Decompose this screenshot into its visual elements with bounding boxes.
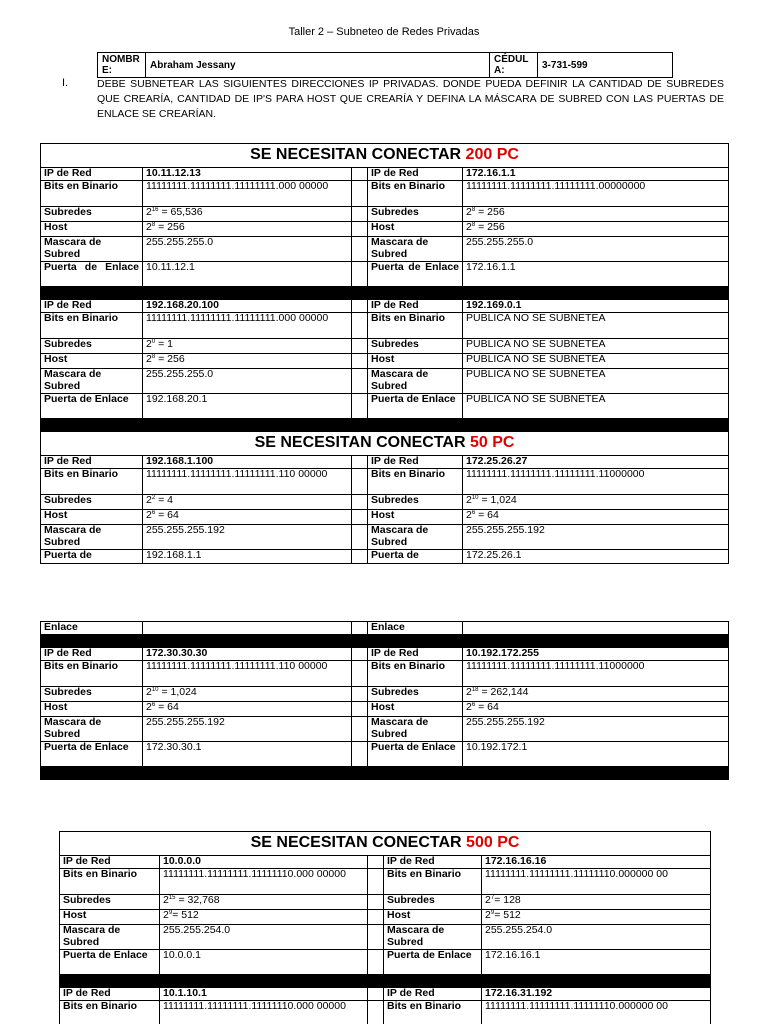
gateway-value: 172.30.30.1 xyxy=(143,742,352,767)
heading-count: 500 PC xyxy=(466,834,520,851)
subnets-label: Subredes xyxy=(368,207,463,222)
host-value: $2^6 = 64$ xyxy=(463,702,729,717)
host-value: $2^6 = 64$ xyxy=(143,702,352,717)
bits-value: 11111111.11111111.11111111.00000000 xyxy=(463,181,729,207)
host-label: Host xyxy=(368,510,463,525)
bits-value: 11111111.11111111.11111110.000 00000 xyxy=(160,869,368,895)
bits-label: Bits en Binario xyxy=(368,661,463,687)
ip-label: IP de Red xyxy=(60,988,160,1001)
gateway-value: 10.11.12.1 xyxy=(143,262,352,287)
bits-value: 11111111.11111111.11111111.110 00000 xyxy=(143,661,352,687)
subnets-value: PUBLICA NO SE SUBNETEA xyxy=(463,339,729,354)
ip-value: 172.16.1.1 xyxy=(463,168,729,181)
subnets-value: $2^{10} = 1,024$ xyxy=(143,687,352,702)
host-label: Host xyxy=(41,702,143,717)
subnets-label: Subredes xyxy=(41,687,143,702)
bits-value: 11111111.11111111.11111111.11000000 xyxy=(463,661,729,687)
subnets-value: $2^2 = 4$ xyxy=(143,495,352,510)
ip-value: 172.30.30.30 xyxy=(143,648,352,661)
bits-label: Bits en Binario xyxy=(60,1001,160,1024)
bits-value: 11111111.11111111.11111111.110 00000 xyxy=(143,469,352,495)
mask-value: 255.255.255.192 xyxy=(143,717,352,742)
mask-label: Mascara de Subred xyxy=(368,369,463,394)
gateway-value: 10.192.172.1 xyxy=(463,742,729,767)
subnets-value: $2^8 = 256$ xyxy=(463,207,729,222)
separator-bar xyxy=(41,419,729,432)
host-value: $2^9= 512$ xyxy=(482,910,711,925)
gateway-label: Puerta de Enlace xyxy=(384,950,482,975)
ip-label: IP de Red xyxy=(368,300,463,313)
ip-value: 172.25.26.27 xyxy=(463,456,729,469)
bits-label: Bits en Binario xyxy=(41,313,143,339)
separator-bar xyxy=(60,975,711,988)
gateway-label: Puerta de Enlace xyxy=(41,394,143,419)
id-label: CÉDUL A: xyxy=(490,53,538,78)
gateway-value: 172.16.16.1 xyxy=(482,950,711,975)
mask-label: Mascara de Subred xyxy=(41,525,143,550)
gateway-label: Puerta de Enlace xyxy=(368,394,463,419)
mask-value: 255.255.255.192 xyxy=(463,717,729,742)
bits-label: Bits en Binario xyxy=(368,469,463,495)
subnets-label: Subredes xyxy=(41,495,143,510)
host-value: $2^8 = 256$ xyxy=(463,222,729,237)
ip-value: 10.1.10.1 xyxy=(160,988,368,1001)
gateway-label-continued: Enlace xyxy=(368,622,463,635)
mask-value: 255.255.254.0 xyxy=(160,925,368,950)
ip-label: IP de Red xyxy=(41,168,143,181)
bits-value: 11111111.11111111.11111110.000000 00 xyxy=(482,869,711,895)
ip-label: IP de Red xyxy=(384,988,482,1001)
instruction-number: I. xyxy=(62,77,69,89)
mask-value: 255.255.255.192 xyxy=(463,525,729,550)
bits-value: 11111111.11111111.11111111.000 00000 xyxy=(143,313,352,339)
mask-value: 255.255.255.0 xyxy=(143,237,352,262)
subnets-value: $2^{15} = 32,768$ xyxy=(160,895,368,910)
bits-value: 11111111.11111111.11111110.000 00000 xyxy=(160,1001,368,1024)
ip-value: 172.16.31.192 xyxy=(482,988,711,1001)
mask-value: 255.255.255.192 xyxy=(143,525,352,550)
heading-prefix: SE NECESITAN CONECTAR xyxy=(254,434,466,451)
section-500-table xyxy=(59,831,711,1024)
heading-500 xyxy=(60,832,711,856)
bits-label: Bits en Binario xyxy=(384,1001,482,1024)
section-200-table xyxy=(40,143,729,564)
subnets-value: $2^0 = 1$ xyxy=(143,339,352,354)
bits-label: Bits en Binario xyxy=(368,181,463,207)
host-label: Host xyxy=(384,910,482,925)
subnets-label: Subredes xyxy=(60,895,160,910)
heading-count: 50 PC xyxy=(470,434,515,451)
mask-label: Mascara de Subred xyxy=(60,925,160,950)
gateway-label: Puerta de Enlace xyxy=(41,262,143,287)
heading-prefix: SE NECESITAN CONECTAR xyxy=(250,146,462,163)
bits-label: Bits en Binario xyxy=(384,869,482,895)
student-name: Abraham Jessany xyxy=(146,53,490,78)
gateway-value: 192.168.20.1 xyxy=(143,394,352,419)
heading-200 xyxy=(41,144,729,168)
gateway-label: Puerta de Enlace xyxy=(368,262,463,287)
bits-value: PUBLICA NO SE SUBNETEA xyxy=(463,313,729,339)
subnets-label: Subredes xyxy=(368,339,463,354)
separator-bar xyxy=(41,635,729,648)
subnets-label: Subredes xyxy=(41,339,143,354)
subnets-label: Subredes xyxy=(368,495,463,510)
bits-label: Bits en Binario xyxy=(368,313,463,339)
subnets-value: $2^{10} = 1,024$ xyxy=(463,495,729,510)
subnets-label: Subredes xyxy=(384,895,482,910)
gateway-value: 192.168.1.1 xyxy=(143,550,352,564)
host-value: $2^6 = 64$ xyxy=(143,510,352,525)
ip-value: 10.192.172.255 xyxy=(463,648,729,661)
heading-count: 200 PC xyxy=(465,146,519,163)
separator-bar xyxy=(41,767,729,780)
ip-value: 192.168.1.100 xyxy=(143,456,352,469)
mask-label: Mascara de Subred xyxy=(368,237,463,262)
mask-label: Mascara de Subred xyxy=(41,369,143,394)
gateway-label: Puerta de Enlace xyxy=(368,742,463,767)
mask-value: 255.255.255.0 xyxy=(463,237,729,262)
ip-value: 10.11.12.13 xyxy=(143,168,352,181)
ip-value: 192.168.20.100 xyxy=(143,300,352,313)
ip-label: IP de Red xyxy=(384,856,482,869)
subnets-label: Subredes xyxy=(368,687,463,702)
host-label: Host xyxy=(41,354,143,369)
mask-label: Mascara de Subred xyxy=(368,525,463,550)
bits-label: Bits en Binario xyxy=(41,181,143,207)
ip-value: 10.0.0.0 xyxy=(160,856,368,869)
mask-value: PUBLICA NO SE SUBNETEA xyxy=(463,369,729,394)
ip-value: 172.16.16.16 xyxy=(482,856,711,869)
bits-label: Bits en Binario xyxy=(41,469,143,495)
bits-value: 11111111.11111111.11111111.11000000 xyxy=(463,469,729,495)
instruction-text: DEBE SUBNETEAR LAS SIGUIENTES DIRECCIONES IP PRIVADAS. DONDE PUEDA DEFINIR LA CANTIDAD DE SUBREDES QUE CREARÍA, CANTIDAD DE IP'S PARA HOST QUE CREARÍA Y DEFINA LA MÁSCARA DE SUBRED CON LAS PUERTAS DE ENLACE SE CREARÍAN. xyxy=(97,78,724,120)
subnets-value: $2^7= 128$ xyxy=(482,895,711,910)
mask-value: 255.255.254.0 xyxy=(482,925,711,950)
mask-label: Mascara de Subred xyxy=(368,717,463,742)
host-label: Host xyxy=(41,222,143,237)
gateway-label: Puerta de Enlace xyxy=(60,950,160,975)
ip-label: IP de Red xyxy=(41,456,143,469)
mask-value: 255.255.255.0 xyxy=(143,369,352,394)
name-label: NOMBR E: xyxy=(98,53,146,78)
host-label: Host xyxy=(60,910,160,925)
document-title: Taller 2 – Subneteo de Redes Privadas xyxy=(288,26,480,38)
bits-value: 11111111.11111111.11111111.000 00000 xyxy=(143,181,352,207)
subnets-value: $2^{16} = 65,536$ xyxy=(143,207,352,222)
ip-value: 192.169.0.1 xyxy=(463,300,729,313)
subnets-label: Subredes xyxy=(41,207,143,222)
ip-label: IP de Red xyxy=(368,648,463,661)
gateway-value: 10.0.0.1 xyxy=(160,950,368,975)
mask-label: Mascara de Subred xyxy=(384,925,482,950)
ip-label: IP de Red xyxy=(41,300,143,313)
ip-label: IP de Red xyxy=(60,856,160,869)
host-label: Host xyxy=(368,222,463,237)
gateway-label: Puerta de xyxy=(41,550,143,564)
host-label: Host xyxy=(368,702,463,717)
host-value: $2^6 = 64$ xyxy=(463,510,729,525)
mask-label: Mascara de Subred xyxy=(41,717,143,742)
host-value: $2^9= 512$ xyxy=(160,910,368,925)
gateway-value: 172.25.26.1 xyxy=(463,550,729,564)
gateway-label-continued: Enlace xyxy=(41,622,143,635)
gateway-value: PUBLICA NO SE SUBNETEA xyxy=(463,394,729,419)
student-info-table xyxy=(97,52,673,78)
mask-label: Mascara de Subred xyxy=(41,237,143,262)
host-label: Host xyxy=(41,510,143,525)
bits-label: Bits en Binario xyxy=(60,869,160,895)
host-label: Host xyxy=(368,354,463,369)
bits-value: 11111111.11111111.11111110.000000 00 xyxy=(482,1001,711,1024)
ip-label: IP de Red xyxy=(368,168,463,181)
subnets-value: $2^{18} = 262,144$ xyxy=(463,687,729,702)
bits-label: Bits en Binario xyxy=(41,661,143,687)
ip-label: IP de Red xyxy=(41,648,143,661)
gateway-value: 172.16.1.1 xyxy=(463,262,729,287)
host-value: PUBLICA NO SE SUBNETEA xyxy=(463,354,729,369)
separator-bar xyxy=(41,287,729,300)
ip-label: IP de Red xyxy=(368,456,463,469)
student-id: 3-731-599 xyxy=(538,53,673,78)
heading-prefix: SE NECESITAN CONECTAR xyxy=(250,834,462,851)
gateway-label: Puerta de Enlace xyxy=(41,742,143,767)
host-value: $2^8 = 256$ xyxy=(143,354,352,369)
gateway-label: Puerta de xyxy=(368,550,463,564)
host-value: $2^8 = 256$ xyxy=(143,222,352,237)
section-50-continued-table xyxy=(40,621,729,780)
heading-50 xyxy=(41,432,729,456)
